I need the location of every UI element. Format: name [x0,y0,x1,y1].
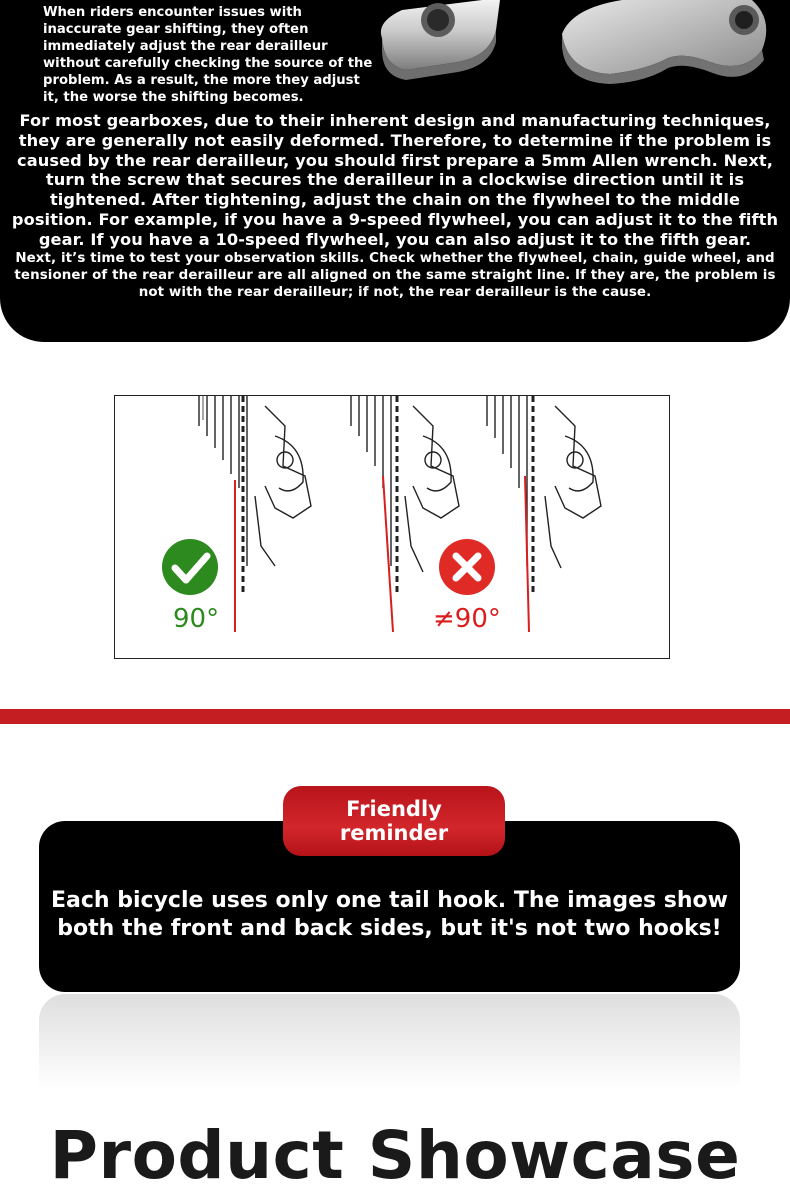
reminder-message-line-2: both the front and back sides, but it's not two hooks! [57,916,722,941]
explanation-paragraph-1: For most gearboxes, due to their inherent design and manufacturing techniques, they are generally not easily deformed. Therefore, to determine if the problem is caused by the rear derailleur, you should first prepare a 5mm Allen wrench. Next, turn the screw that secures the derailleur in a clockwise direction until it is tightened. After tightening, adjust the chain on the flywheel to the middle position. For example, if you have a 9-speed flywheel, you can adjust it to the fifth gear. If you have a 10-speed flywheel, you can also adjust it to the fifth gear. [11,111,779,249]
angle-label-correct: 90° [173,604,220,634]
reminder-badge [283,786,505,856]
intro-panel [0,0,790,342]
section-divider [0,709,790,724]
alignment-illustration [114,395,670,659]
reminder-badge-line-1: Friendly [346,797,442,821]
angle-label-incorrect: ≠90° [433,604,501,634]
reminder-message [39,887,740,943]
reminder-reflection [39,994,740,1090]
explanation-text [10,111,780,302]
intro-text: When riders encounter issues with inaccurate gear shifting, they often immediately adjust the rear derailleur without carefully checking the source of the problem. As a result, the more they adjust it, the worse the shifting becomes. [43,5,373,105]
cassette-drawing-bent-2 [487,396,601,596]
derailleur-hanger-image [372,0,790,108]
product-showcase-title: Product Showcase [49,1117,741,1194]
check-circle-icon [162,539,218,595]
explanation-paragraph-2: Next, it’s time to test your observation skills. Check whether the flywheel, chain, guide wheel, and tensioner of the rear derailleur are all aligned on the same straight line. If they are, the problem is not with the rear derailleur; if not, the rear derailleur is the cause. [14,250,776,301]
reminder-message-line-1: Each bicycle uses only one tail hook. The images show [51,888,728,913]
x-circle-icon [439,539,495,595]
reminder-badge-line-2: reminder [339,821,449,845]
